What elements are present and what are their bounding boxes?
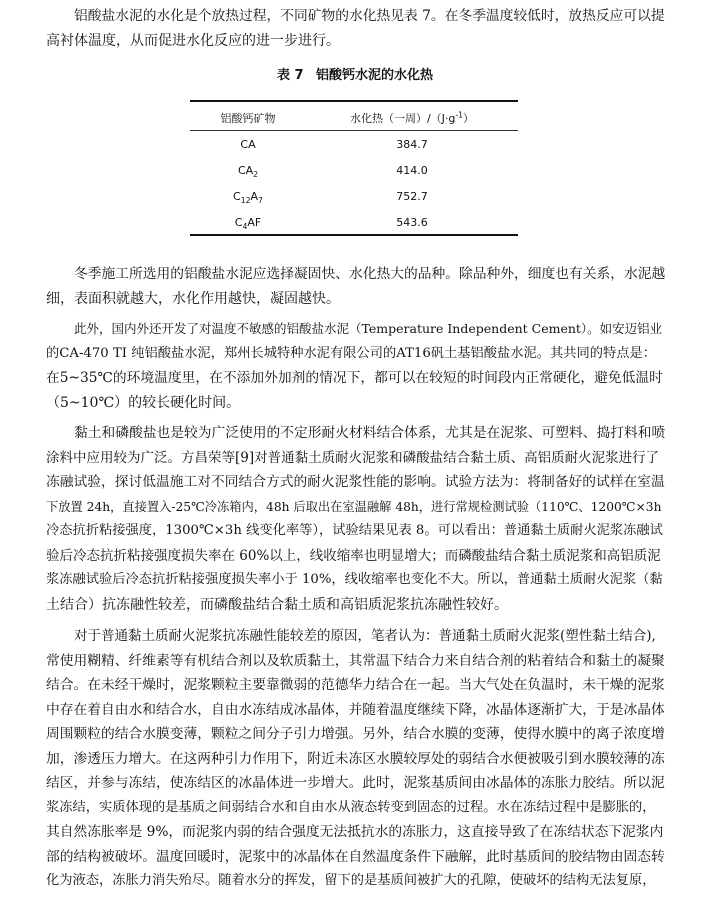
text-line: 中存在着自由水和结合水，自由水冻结成冰晶体，并随着温度继续下降，冰晶体逐渐扩大，于是冰晶体 [46, 701, 665, 718]
table-row-mineral: $C_4AF$ [234, 216, 262, 232]
text-line: 其自然冻胀率是 9%，而泥浆内弱的结合强度无法抵抗水的冻胀力，这直接导致了在冻结状态下泥浆内 [46, 824, 664, 840]
intro-paragraph [46, 4, 666, 53]
paragraph-winter-cement [46, 262, 666, 311]
text-line: 对于普通黏土质耐火泥浆抗冻融性能较差的原因，笔者认为：普通黏土质耐火泥浆(塑性黏土结合), [74, 628, 656, 644]
text-line: 浆冻结，实质体现的是基质之间弱结合水和自由水从液态转变到固态的过程。水在冻结过程中是膨胀的， [46, 799, 656, 815]
column-header-mineral: 铝酸钙矿物 [220, 112, 276, 125]
table-title: 铝酸钙水泥的水化热 [316, 68, 434, 83]
text-line: 铝酸盐水泥的水化是个放热过程，不同矿物的水化热见表 7。在冬季温度较低时，放热反应可以提 [74, 8, 665, 24]
text-line: 验后冷态抗折粘接强度损失率在 60%以上，线收缩率也明显增大；而磷酸盐结合黏土质泥浆和高铝质泥 [46, 547, 661, 564]
text-line: 冬季施工所选用的铝酸盐水泥应选择凝固快、水化热大的品种。除品种外，细度也有关系，水泥越 [74, 266, 666, 282]
table-header-rule [190, 130, 518, 131]
text-line: 结合。在未经干燥时，泥浆颗粒主要靠微弱的范德华力结合在一起。当大气处在负温时，未干燥的泥浆 [46, 677, 665, 693]
text-line: 加，渗透压力增大。在这两种引力作用下，附近未冻区水膜较厚处的弱结合水便被吸引到水膜较薄的冻 [46, 750, 665, 767]
text-line: 在5~35℃的环境温度里，在不添加外加剂的情况下，都可以在较短的时间段内正常硬化，避免低温时 [46, 370, 663, 386]
text-line: 此外，国内外还开发了对温度不敏感的铝酸盐水泥（Temperature Independent Cement）。如安迈铝业 [74, 321, 663, 336]
text-line: 土结合）抗冻融性较差，而磷酸盐结合黏土质和高铝质泥浆抗冻融性较好。 [46, 596, 508, 613]
table-row-mineral: $CA_2$ [237, 164, 259, 180]
paragraph-temperature-independent [46, 317, 666, 415]
table-caption [0, 67, 710, 85]
text-line: 化为液态，冻胀力消失殆尽。随着水分的挥发，留下的是基质间被扩大的孔隙，使破坏的结构无法复原， [46, 873, 656, 888]
table-row-mineral: CA [240, 138, 256, 151]
table-label: 表 7 [276, 68, 304, 83]
text-line: 的CA-470 TI 纯铝酸盐水泥，郑州长城特种水泥有限公司的AT16矾土基铝酸盐水泥。其共同的特点是： [46, 345, 657, 361]
text-line: 部的结构被破坏。温度回暖时，泥浆中的冰晶体在自然温度条件下融解，此时基质间的胶结物由固态转 [46, 848, 665, 865]
text-line: 细，表面积就越大，水化作用越快，凝固越快。 [46, 290, 340, 307]
paragraph-freeze-thaw-reason [46, 624, 666, 894]
text-line: 常使用糊精、纤维素等有机结合剂以及软质黏土，其常温下结合力来自结合剂的粘着结合和黏土的凝聚 [46, 652, 665, 669]
text-line: 周围颗粒的结合水膜变薄，颗粒之间分子引力增强。另外，结合水膜的变薄，使得水膜中的离子浓度增 [46, 726, 665, 742]
table-bottom-rule [190, 234, 518, 236]
table-row-value: 384.7 [396, 138, 428, 151]
table-row-value: 543.6 [396, 216, 428, 229]
text-line: 高衬体温度，从而促进水化反应的进一步进行。 [46, 32, 340, 49]
table-row-value: 752.7 [396, 190, 428, 203]
table-row-mineral: $C_{12}A_7$ [233, 190, 263, 206]
text-line: 冻融试验，探讨低温施工对不同结合方式的耐火泥浆性能的影响。试验方法为：将制备好的试样在室温 [46, 474, 665, 490]
text-line: （5~10℃）的较长硬化时间。 [46, 394, 241, 411]
text-line: 结区，并参与冻结，使冻结区的冰晶体进一步增大。此时，泥浆基质间由冰晶体的冻胀力胶结。所以泥 [46, 775, 665, 791]
text-line: 浆冻融试验后冷态抗折粘接强度损失率小于 10%，线收缩率也变化不大。所以，普通黏土质耐火泥浆（黏 [46, 572, 663, 587]
table-top-rule [190, 100, 518, 102]
column-header-heat: 水化热（一周）$/(J\cdot g^{-1})$ [349, 110, 475, 125]
text-line: 冷态抗折粘接强度，1300℃×3h 线变化率等），试验结果见表 8。可以看出：普通黏土质耐火泥浆冻融试 [46, 523, 663, 538]
table-row-value: 414.0 [396, 164, 428, 177]
paragraph-clay-phosphate [46, 421, 666, 617]
text-line: 黏土和磷酸盐也是较为广泛使用的不定形耐火材料结合体系，尤其是在泥浆、可塑料、捣打料和喷 [74, 425, 666, 441]
text-line: 下放置 24h，直接置入-25℃冷冻箱内，48h 后取出在室温融解 48h，进行常规检测试验（110℃、1200℃×3h [46, 499, 662, 514]
text-line: 涂料中应用较为广泛。方昌荣等[9]对普通黏土质耐火泥浆和磷酸盐结合黏土质、高铝质耐火泥浆进行了 [46, 449, 660, 466]
